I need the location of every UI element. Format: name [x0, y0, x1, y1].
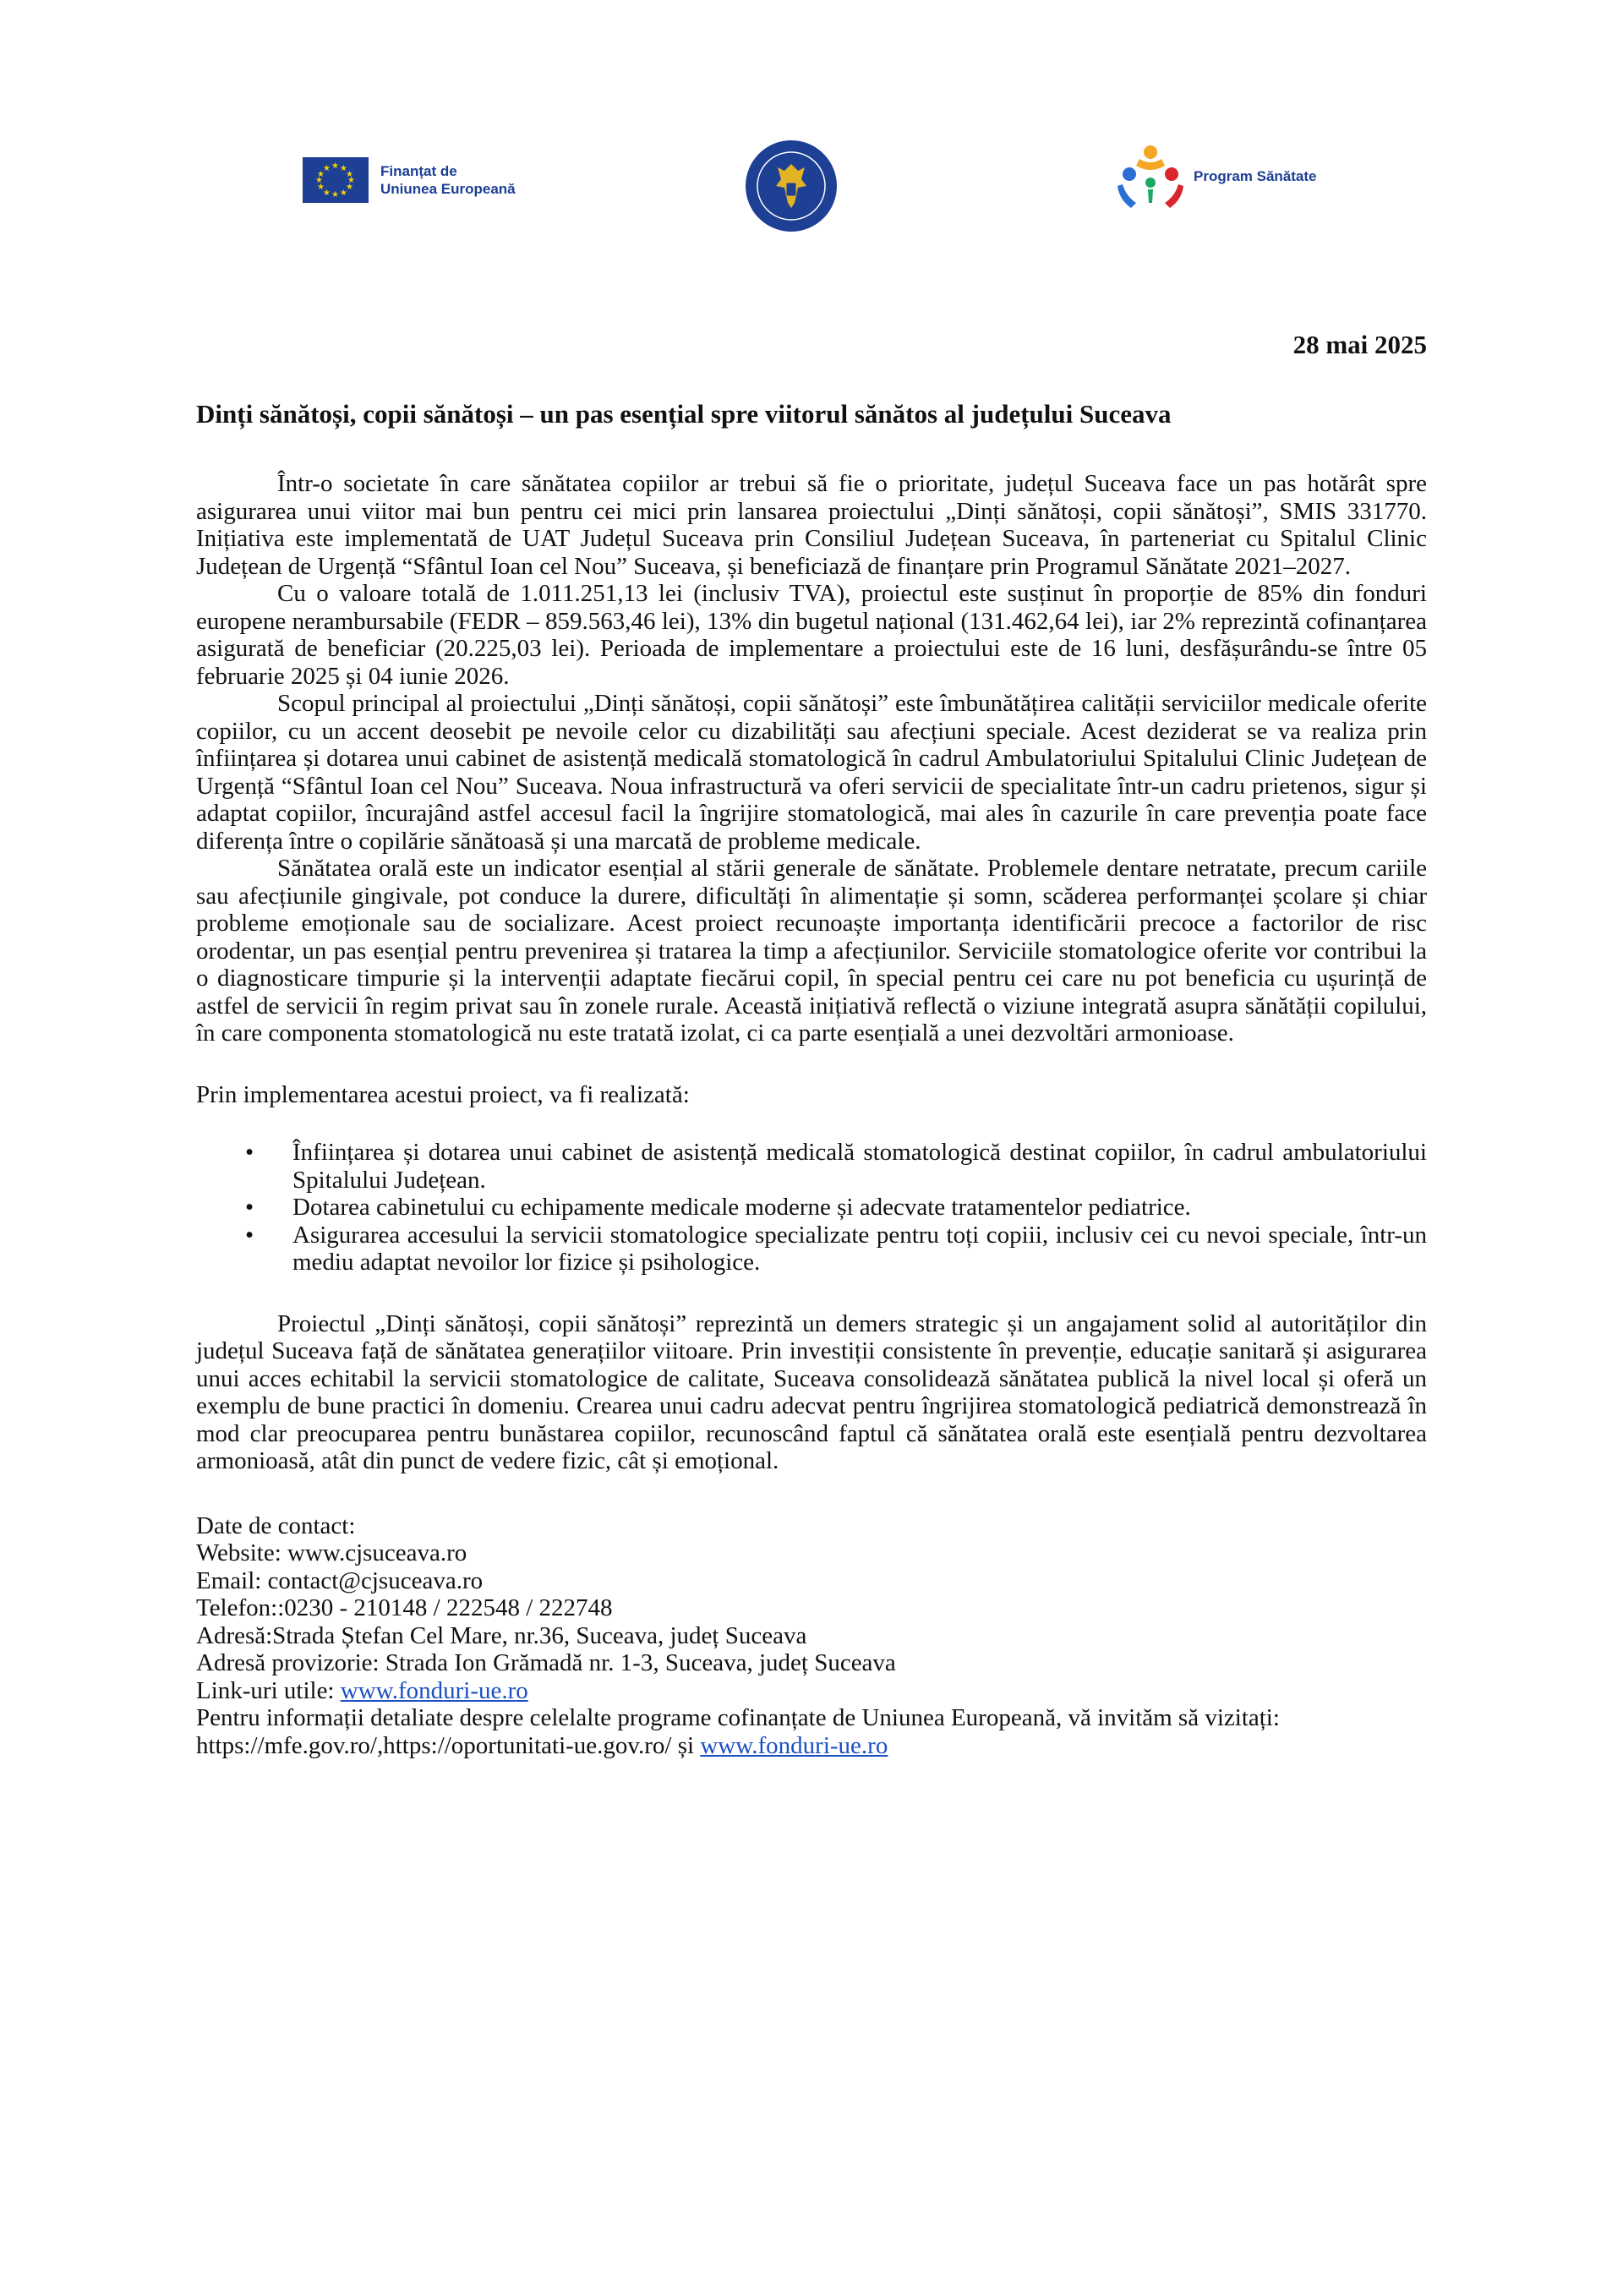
- contact-heading: Date de contact:: [196, 1512, 356, 1539]
- info-line: Pentru informații detaliate despre celelalte programe cofinanțate de Uniunea Europeană, vă invităm să vizitați:: [196, 1704, 1280, 1731]
- eu-funding-logo: [303, 157, 516, 203]
- results-list: [196, 1139, 1427, 1276]
- document-title: Dinți sănătoși, copii sănătoși – un pas esențial spre viitorul sănătos al județului Suceava: [196, 399, 1172, 429]
- program-sanatate-mark-icon: [1114, 140, 1187, 213]
- paragraph-scope: Scopul principal al proiectului „Dinți sănătoși, copii sănătoși” este îmbunătățirea calității serviciilor medicale oferite copiilor, cu un accent deosebit pe nevoile celor cu dizabilități sau afecțiuni speciale. Acest deziderat se va realiza prin înființarea și dotarea unui cabinet de asistență medicală stomatologică în cadrul Ambulatoriului Spitalului Clinic Județean de Urgență “Sfântul Ioan cel Nou” Suceava. Noua infrastructură va oferi servicii de specialitate într-un cadru prietenos, sigur și adaptat copiilor, încurajând astfel accesul facil la îngrijire stomatologică, mai ales în cazurile în care prevenția poate face diferența între o copilărie sănătoasă și una marcată de probleme medicale.: [196, 690, 1427, 855]
- program-sanatate-logo: [1114, 140, 1317, 213]
- guvernul-romaniei-logo: [744, 139, 839, 233]
- contact-temp-address: Adresă provizorie: Strada Ion Grămadă nr. 1-3, Suceava, județ Suceava: [196, 1649, 896, 1676]
- paragraph-intro: Într-o societate în care sănătatea copiilor ar trebui să fie o prioritate, județul Suceava face un pas hotărât spre asigurarea unui viitor mai bun pentru cei mici prin lansarea proiectului „Dinți sănătoși, copii sănătoși”, SMIS 331770. Inițiativa este implementată de UAT Județul Suceava prin Consiliul Județean Suceava, în parteneriat cu Spitalul Clinic Județean de Urgență “Sfântul Ioan cel Nou” Suceava, și beneficiază de finanțare prin Programul Sănătate 2021–2027.: [196, 470, 1427, 580]
- list-intro: Prin implementarea acestui proiect, va fi realizată:: [196, 1080, 690, 1108]
- paragraph-closing: Proiectul „Dinți sănătoși, copii sănătoși” reprezintă un demers strategic și un angajament solid al autorităților din județul Suceava față de sănătatea generațiilor viitoare. Prin investiții consistente în prevenție, educație sanitară și asigurarea unui acces echitabil la servicii stomatologice de calitate, Suceava consolidează sănătatea publică la nivel local și oferă un exemplu de bune practici în domeniu. Crearea unui cadru adecvat pentru îngrijirea stomatologică pediatrică demonstrează în mod clar preocuparea pentru bunăstarea copiilor, recunoscând faptul că sănătatea orală este esențială pentru dezvoltarea armonioasă, atât din punct de vedere fizic, cât și emoțional.: [196, 1309, 1427, 1474]
- list-item: • Asigurarea accesului la servicii stomatologice specializate pentru toți copiii, inclusiv cei cu nevoi speciale, într-un mediu adaptat nevoilor lor fizice și psihologice.: [196, 1222, 1427, 1276]
- contact-email: Email: contact@cjsuceava.ro: [196, 1566, 484, 1594]
- fonduri-ue-link[interactable]: www.fonduri-ue.ro: [340, 1676, 528, 1704]
- document-date: 28 mai 2025: [1292, 330, 1427, 359]
- fonduri-ue-link-2[interactable]: www.fonduri-ue.ro: [700, 1731, 888, 1759]
- guvernul-romaniei-seal-icon: [744, 139, 839, 233]
- list-item: • Înființarea și dotarea unui cabinet de asistență medicală stomatologică destinat copiilor, în cadrul ambulatoriului Spitalului Județean.: [196, 1139, 1427, 1194]
- document-body: [196, 470, 1427, 1759]
- paragraph-oral-health: Sănătatea orală este un indicator esențial al stării generale de sănătate. Problemele dentare netratate, precum cariile sau afecțiunile gingivale, pot conduce la durere, dificultăți în alimentație și somn, scăderea performanței școlare și chiar probleme emoționale sau de socializare. Acest proiect recunoaște importanța identificării precoce a factorilor de risc orodentar, un pas esențial pentru prevenirea și tratarea la timp a afecțiunilor. Serviciile stomatologice oferite vor contribui la o diagnosticare timpurie și la intervenții adaptate fiecărui copil, în special pentru cei care nu pot beneficia cu ușurință de astfel de servicii în regim privat sau în zonele rurale. Această inițiativă reflectă o viziune integrată asupra sănătății copilului, în care componenta stomatologică nu este tratată izolat, ci ca parte esențială a unei dezvoltări armonioase.: [196, 855, 1427, 1047]
- contact-phone: Telefon::0230 - 210148 / 222548 / 222748: [196, 1594, 613, 1621]
- eu-logo-line2: Uniunea Europeană: [380, 181, 516, 197]
- urls-line: [196, 1732, 1427, 1760]
- eu-logo-line1: Finanțat de: [380, 163, 457, 179]
- urls-text: https://mfe.gov.ro/,https://oportunitati-ue.gov.ro/ și: [196, 1731, 701, 1759]
- eu-logo-text: [380, 162, 516, 198]
- contact-website: Website: www.cjsuceava.ro: [196, 1539, 467, 1566]
- paragraph-budget: Cu o valoare totală de 1.011.251,13 lei (inclusiv TVA), proiectul este susținut în proporție de 85% din fonduri europene nerambursabile (FEDR – 859.563,46 lei), 13% din bugetul național (131.462,64 lei), iar 2% reprezintă cofinanțarea asigurată de beneficiar (20.225,03 lei). Perioada de implementare a proiectului este de 16 luni, desfășurându-se între 05 februarie 2025 și 04 iunie 2026.: [196, 580, 1427, 690]
- contact-address: Adresă:Strada Ștefan Cel Mare, nr.36, Suceava, județ Suceava: [196, 1621, 807, 1649]
- list-item: • Dotarea cabinetului cu echipamente medicale moderne și adecvate tratamentelor pediatrice.: [196, 1194, 1427, 1222]
- contact-block: [196, 1512, 1427, 1760]
- useful-links-label: Link-uri utile:: [196, 1676, 341, 1704]
- useful-links-line: [196, 1677, 1427, 1705]
- program-sanatate-label: Program Sănătate: [1194, 168, 1317, 184]
- eu-flag-icon: ★ ★ ★ ★ ★ ★ ★ ★ ★ ★ ★ ★: [303, 157, 369, 203]
